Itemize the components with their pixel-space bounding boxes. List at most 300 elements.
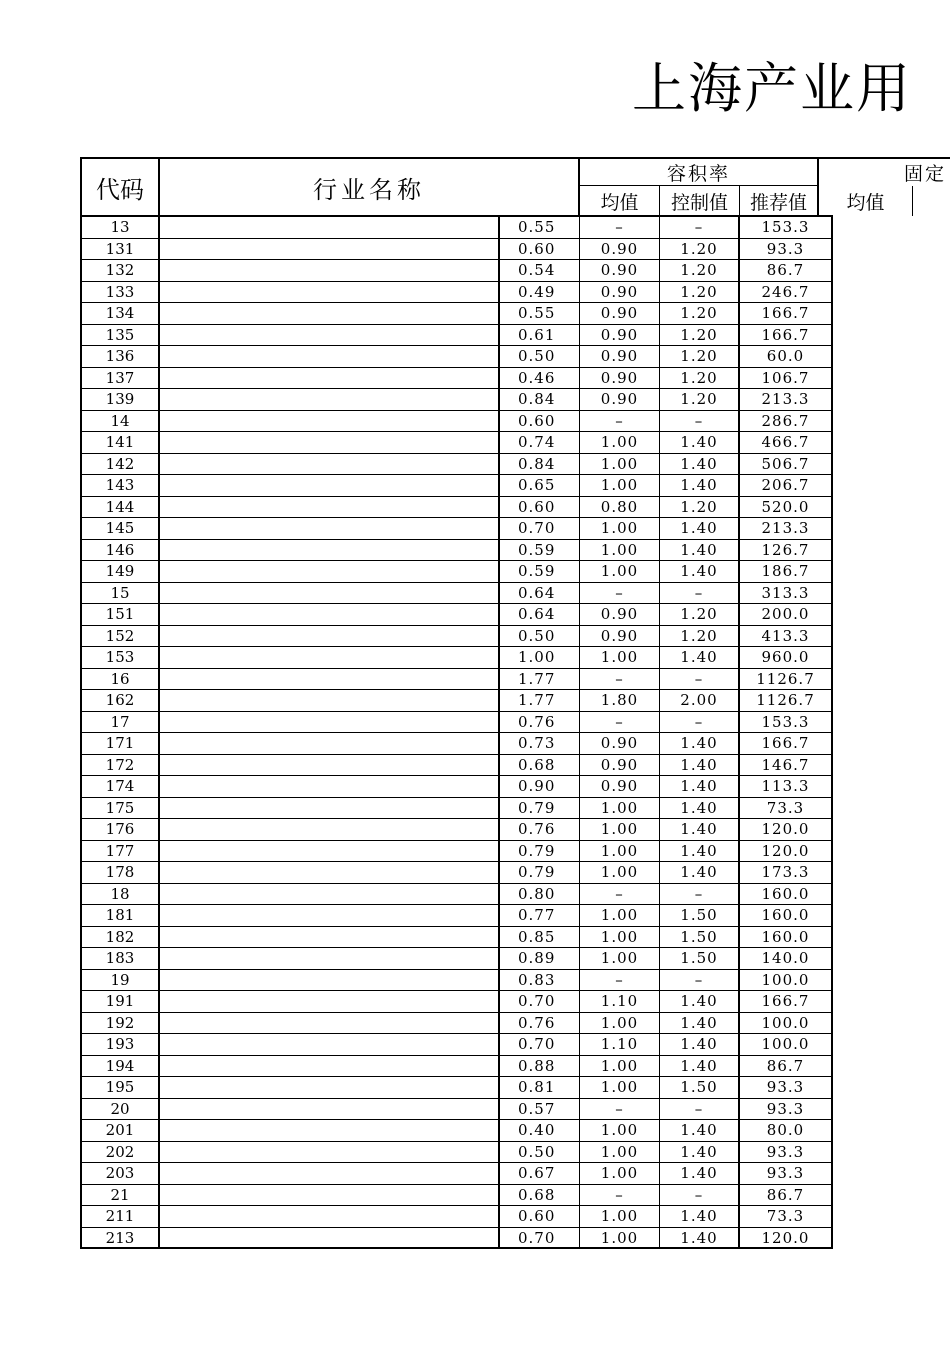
cell-far-average[interactable]: 0.84 xyxy=(500,454,580,475)
cell-far-recommended[interactable]: 1.20 xyxy=(660,325,740,346)
cell-far-control[interactable]: 0.90 xyxy=(580,368,660,389)
cell-far-control[interactable]: 0.90 xyxy=(580,604,660,625)
cell-code[interactable]: 142 xyxy=(82,454,160,475)
cell-far-recommended[interactable]: 1.40 xyxy=(660,1013,740,1034)
cell-fixed-average[interactable]: 73.3 xyxy=(740,798,833,819)
cell-far-average[interactable]: 0.50 xyxy=(500,1142,580,1163)
cell-code[interactable]: 211 xyxy=(82,1206,160,1227)
cell-code[interactable]: 145 xyxy=(82,518,160,539)
cell-industry-name[interactable] xyxy=(160,1120,500,1141)
cell-far-average[interactable]: 0.73 xyxy=(500,733,580,754)
cell-far-average[interactable]: 0.79 xyxy=(500,841,580,862)
cell-fixed-average[interactable]: 206.7 xyxy=(740,475,833,496)
cell-code[interactable]: 151 xyxy=(82,604,160,625)
cell-fixed-average[interactable]: 120.0 xyxy=(740,819,833,840)
cell-code[interactable]: 137 xyxy=(82,368,160,389)
table-row xyxy=(82,518,833,540)
cell-far-average[interactable]: 0.76 xyxy=(500,819,580,840)
cell-code[interactable]: 203 xyxy=(82,1163,160,1184)
cell-far-control[interactable]: 1.00 xyxy=(580,1013,660,1034)
cell-far-average[interactable]: 0.76 xyxy=(500,712,580,733)
table-body xyxy=(80,215,833,1249)
cell-far-control[interactable]: 1.10 xyxy=(580,1034,660,1055)
cell-far-recommended[interactable]: 2.00 xyxy=(660,690,740,711)
cell-industry-name[interactable] xyxy=(160,303,500,324)
cell-far-control[interactable]: 1.00 xyxy=(580,948,660,969)
cell-fixed-average[interactable]: 186.7 xyxy=(740,561,833,582)
cell-industry-name[interactable] xyxy=(160,325,500,346)
cell-code[interactable]: 195 xyxy=(82,1077,160,1098)
cell-fixed-average[interactable]: 160.0 xyxy=(740,927,833,948)
cell-industry-name[interactable] xyxy=(160,798,500,819)
cell-far-control[interactable]: 1.00 xyxy=(580,819,660,840)
table-row xyxy=(82,1034,833,1056)
cell-code[interactable]: 178 xyxy=(82,862,160,883)
cell-far-control[interactable]: 1.00 xyxy=(580,927,660,948)
cell-code[interactable]: 18 xyxy=(82,884,160,905)
cell-code[interactable]: 201 xyxy=(82,1120,160,1141)
cell-code[interactable]: 194 xyxy=(82,1056,160,1077)
cell-fixed-average[interactable]: 246.7 xyxy=(740,282,833,303)
cell-far-average[interactable]: 0.70 xyxy=(500,1034,580,1055)
cell-code[interactable]: 133 xyxy=(82,282,160,303)
cell-code[interactable]: 172 xyxy=(82,755,160,776)
cell-far-average[interactable]: 0.79 xyxy=(500,862,580,883)
cell-industry-name[interactable] xyxy=(160,432,500,453)
cell-far-control[interactable]: 1.00 xyxy=(580,1163,660,1184)
cell-far-recommended[interactable]: 1.50 xyxy=(660,905,740,926)
cell-far-recommended[interactable]: 1.40 xyxy=(660,776,740,797)
cell-industry-name[interactable] xyxy=(160,475,500,496)
cell-industry-name[interactable] xyxy=(160,755,500,776)
cell-far-average[interactable]: 0.49 xyxy=(500,282,580,303)
cell-code[interactable]: 136 xyxy=(82,346,160,367)
cell-far-recommended[interactable]: 1.40 xyxy=(660,561,740,582)
cell-industry-name[interactable] xyxy=(160,1077,500,1098)
cell-code[interactable]: 15 xyxy=(82,583,160,604)
cell-code[interactable]: 202 xyxy=(82,1142,160,1163)
cell-fixed-average[interactable]: 166.7 xyxy=(740,733,833,754)
cell-far-average[interactable]: 0.50 xyxy=(500,626,580,647)
cell-far-average[interactable]: 0.81 xyxy=(500,1077,580,1098)
cell-far-average[interactable]: 0.60 xyxy=(500,1206,580,1227)
cell-industry-name[interactable] xyxy=(160,583,500,604)
cell-far-recommended[interactable]: – xyxy=(660,583,740,604)
cell-far-control[interactable]: – xyxy=(580,669,660,690)
cell-industry-name[interactable] xyxy=(160,389,500,410)
cell-industry-name[interactable] xyxy=(160,454,500,475)
cell-far-average[interactable]: 0.77 xyxy=(500,905,580,926)
cell-code[interactable]: 19 xyxy=(82,970,160,991)
cell-far-control[interactable]: 0.90 xyxy=(580,626,660,647)
cell-far-recommended[interactable]: 1.50 xyxy=(660,948,740,969)
cell-far-average[interactable]: 0.60 xyxy=(500,411,580,432)
cell-far-recommended[interactable]: 1.20 xyxy=(660,346,740,367)
cell-far-average[interactable]: 0.54 xyxy=(500,260,580,281)
cell-fixed-average[interactable]: 160.0 xyxy=(740,905,833,926)
cell-far-average[interactable]: 0.59 xyxy=(500,540,580,561)
table-header xyxy=(80,157,950,215)
cell-code[interactable]: 213 xyxy=(82,1228,160,1248)
cell-far-recommended[interactable]: 1.50 xyxy=(660,1077,740,1098)
cell-industry-name[interactable] xyxy=(160,239,500,260)
cell-fixed-average[interactable]: 106.7 xyxy=(740,368,833,389)
cell-fixed-average[interactable]: 86.7 xyxy=(740,1056,833,1077)
cell-far-average[interactable]: 0.70 xyxy=(500,518,580,539)
cell-code[interactable]: 193 xyxy=(82,1034,160,1055)
cell-code[interactable]: 139 xyxy=(82,389,160,410)
cell-far-control[interactable]: 0.90 xyxy=(580,282,660,303)
cell-fixed-average[interactable]: 166.7 xyxy=(740,991,833,1012)
cell-industry-name[interactable] xyxy=(160,819,500,840)
cell-far-recommended[interactable]: 1.40 xyxy=(660,518,740,539)
cell-far-control[interactable]: 1.00 xyxy=(580,475,660,496)
header-floor-area-ratio: 容积率 xyxy=(580,157,819,186)
cell-code[interactable]: 134 xyxy=(82,303,160,324)
cell-fixed-average[interactable]: 960.0 xyxy=(740,647,833,668)
cell-fixed-average[interactable]: 520.0 xyxy=(740,497,833,518)
cell-industry-name[interactable] xyxy=(160,1099,500,1120)
cell-fixed-average[interactable]: 213.3 xyxy=(740,389,833,410)
cell-far-control[interactable]: 1.80 xyxy=(580,690,660,711)
cell-far-average[interactable]: 0.57 xyxy=(500,1099,580,1120)
cell-far-average[interactable]: 0.60 xyxy=(500,497,580,518)
cell-far-average[interactable]: 0.64 xyxy=(500,583,580,604)
cell-fixed-average[interactable]: 166.7 xyxy=(740,303,833,324)
cell-far-average[interactable]: 0.70 xyxy=(500,991,580,1012)
cell-code[interactable]: 176 xyxy=(82,819,160,840)
cell-far-recommended[interactable]: 1.20 xyxy=(660,604,740,625)
cell-fixed-average[interactable]: 140.0 xyxy=(740,948,833,969)
cell-fixed-average[interactable]: 200.0 xyxy=(740,604,833,625)
cell-industry-name[interactable] xyxy=(160,1013,500,1034)
cell-far-control[interactable]: 1.00 xyxy=(580,1206,660,1227)
cell-far-recommended[interactable]: – xyxy=(660,884,740,905)
cell-far-average[interactable]: 0.88 xyxy=(500,1056,580,1077)
cell-fixed-average[interactable]: 86.7 xyxy=(740,1185,833,1206)
cell-code[interactable]: 152 xyxy=(82,626,160,647)
cell-far-average[interactable]: 1.00 xyxy=(500,647,580,668)
cell-far-average[interactable]: 0.70 xyxy=(500,1228,580,1248)
cell-far-average[interactable]: 0.90 xyxy=(500,776,580,797)
cell-fixed-average[interactable]: 286.7 xyxy=(740,411,833,432)
cell-code[interactable]: 20 xyxy=(82,1099,160,1120)
cell-industry-name[interactable] xyxy=(160,217,500,238)
cell-far-average[interactable]: 0.55 xyxy=(500,303,580,324)
cell-far-control[interactable]: 1.00 xyxy=(580,1056,660,1077)
cell-far-control[interactable]: 1.00 xyxy=(580,1228,660,1248)
table-row xyxy=(82,862,833,884)
cell-far-recommended[interactable]: 1.50 xyxy=(660,927,740,948)
cell-fixed-average[interactable]: 100.0 xyxy=(740,1034,833,1055)
cell-code[interactable]: 132 xyxy=(82,260,160,281)
cell-far-control[interactable]: 1.00 xyxy=(580,905,660,926)
cell-far-recommended[interactable]: 1.20 xyxy=(660,239,740,260)
cell-far-recommended[interactable]: 1.40 xyxy=(660,819,740,840)
cell-industry-name[interactable] xyxy=(160,604,500,625)
cell-far-recommended[interactable]: – xyxy=(660,411,740,432)
cell-industry-name[interactable] xyxy=(160,1206,500,1227)
cell-fixed-average[interactable]: 160.0 xyxy=(740,884,833,905)
cell-industry-name[interactable] xyxy=(160,282,500,303)
cell-code[interactable]: 182 xyxy=(82,927,160,948)
cell-far-recommended[interactable]: 1.40 xyxy=(660,1206,740,1227)
cell-far-control[interactable]: 1.00 xyxy=(580,647,660,668)
cell-code[interactable]: 177 xyxy=(82,841,160,862)
cell-industry-name[interactable] xyxy=(160,1185,500,1206)
cell-code[interactable]: 153 xyxy=(82,647,160,668)
cell-fixed-average[interactable]: 173.3 xyxy=(740,862,833,883)
cell-fixed-average[interactable]: 86.7 xyxy=(740,260,833,281)
table-row xyxy=(82,841,833,863)
cell-industry-name[interactable] xyxy=(160,991,500,1012)
cell-code[interactable]: 181 xyxy=(82,905,160,926)
cell-far-average[interactable]: 0.46 xyxy=(500,368,580,389)
cell-fixed-average[interactable]: 93.3 xyxy=(740,1163,833,1184)
cell-far-control[interactable]: 1.00 xyxy=(580,454,660,475)
cell-far-average[interactable]: 0.83 xyxy=(500,970,580,991)
cell-fixed-average[interactable]: 166.7 xyxy=(740,325,833,346)
cell-far-control[interactable]: 1.00 xyxy=(580,561,660,582)
cell-far-recommended[interactable]: 1.40 xyxy=(660,733,740,754)
cell-code[interactable]: 146 xyxy=(82,540,160,561)
cell-far-recommended[interactable]: 1.20 xyxy=(660,260,740,281)
cell-code[interactable]: 16 xyxy=(82,669,160,690)
cell-fixed-average[interactable]: 146.7 xyxy=(740,755,833,776)
cell-fixed-average[interactable]: 506.7 xyxy=(740,454,833,475)
cell-far-recommended[interactable]: 1.40 xyxy=(660,755,740,776)
table-row xyxy=(82,755,833,777)
cell-far-average[interactable]: 0.64 xyxy=(500,604,580,625)
cell-far-control[interactable]: – xyxy=(580,217,660,238)
cell-far-control[interactable]: 0.80 xyxy=(580,497,660,518)
cell-far-average[interactable]: 0.60 xyxy=(500,239,580,260)
cell-industry-name[interactable] xyxy=(160,1034,500,1055)
cell-far-recommended[interactable]: 1.20 xyxy=(660,389,740,410)
cell-far-control[interactable]: 0.90 xyxy=(580,389,660,410)
cell-fixed-average[interactable]: 153.3 xyxy=(740,217,833,238)
cell-far-recommended[interactable]: – xyxy=(660,669,740,690)
cell-far-control[interactable]: 1.00 xyxy=(580,798,660,819)
cell-code[interactable]: 17 xyxy=(82,712,160,733)
cell-fixed-average[interactable]: 1126.7 xyxy=(740,690,833,711)
cell-industry-name[interactable] xyxy=(160,862,500,883)
cell-fixed-average[interactable]: 120.0 xyxy=(740,1228,833,1248)
cell-industry-name[interactable] xyxy=(160,712,500,733)
cell-code[interactable]: 131 xyxy=(82,239,160,260)
cell-far-recommended[interactable]: 1.20 xyxy=(660,626,740,647)
table-row xyxy=(82,798,833,820)
cell-far-average[interactable]: 0.68 xyxy=(500,755,580,776)
cell-far-control[interactable]: 1.00 xyxy=(580,432,660,453)
cell-far-control[interactable]: 0.90 xyxy=(580,755,660,776)
cell-far-control[interactable]: – xyxy=(580,712,660,733)
cell-far-recommended[interactable]: 1.20 xyxy=(660,303,740,324)
table-row xyxy=(82,1056,833,1078)
cell-far-recommended[interactable]: – xyxy=(660,1099,740,1120)
cell-far-average[interactable]: 0.65 xyxy=(500,475,580,496)
cell-code[interactable]: 14 xyxy=(82,411,160,432)
cell-industry-name[interactable] xyxy=(160,927,500,948)
cell-far-control[interactable]: – xyxy=(580,970,660,991)
cell-industry-name[interactable] xyxy=(160,260,500,281)
cell-far-recommended[interactable]: 1.20 xyxy=(660,282,740,303)
cell-far-control[interactable]: 1.00 xyxy=(580,1142,660,1163)
cell-fixed-average[interactable]: 80.0 xyxy=(740,1120,833,1141)
cell-industry-name[interactable] xyxy=(160,905,500,926)
cell-far-recommended[interactable]: 1.40 xyxy=(660,841,740,862)
cell-fixed-average[interactable]: 113.3 xyxy=(740,776,833,797)
cell-far-recommended[interactable]: – xyxy=(660,217,740,238)
cell-far-control[interactable]: 0.90 xyxy=(580,346,660,367)
cell-industry-name[interactable] xyxy=(160,411,500,432)
cell-far-recommended[interactable]: 1.40 xyxy=(660,1034,740,1055)
cell-industry-name[interactable] xyxy=(160,1228,500,1248)
cell-far-recommended[interactable]: 1.40 xyxy=(660,1228,740,1248)
cell-far-recommended[interactable]: 1.40 xyxy=(660,1056,740,1077)
cell-industry-name[interactable] xyxy=(160,884,500,905)
cell-fixed-average[interactable]: 126.7 xyxy=(740,540,833,561)
table-row xyxy=(82,368,833,390)
cell-far-average[interactable]: 0.79 xyxy=(500,798,580,819)
cell-far-recommended[interactable]: – xyxy=(660,1185,740,1206)
cell-fixed-average[interactable]: 73.3 xyxy=(740,1206,833,1227)
cell-code[interactable]: 183 xyxy=(82,948,160,969)
cell-industry-name[interactable] xyxy=(160,346,500,367)
cell-fixed-average[interactable]: 100.0 xyxy=(740,1013,833,1034)
cell-far-recommended[interactable]: 1.40 xyxy=(660,475,740,496)
cell-industry-name[interactable] xyxy=(160,1163,500,1184)
cell-far-control[interactable]: 0.90 xyxy=(580,733,660,754)
cell-far-control[interactable]: 1.00 xyxy=(580,862,660,883)
cell-industry-name[interactable] xyxy=(160,368,500,389)
cell-code[interactable]: 171 xyxy=(82,733,160,754)
cell-far-recommended[interactable]: 1.40 xyxy=(660,991,740,1012)
cell-industry-name[interactable] xyxy=(160,647,500,668)
cell-far-recommended[interactable]: 1.40 xyxy=(660,1163,740,1184)
cell-far-control[interactable]: 1.00 xyxy=(580,841,660,862)
cell-far-average[interactable]: 0.84 xyxy=(500,389,580,410)
cell-fixed-average[interactable]: 213.3 xyxy=(740,518,833,539)
cell-fixed-average[interactable]: 413.3 xyxy=(740,626,833,647)
cell-code[interactable]: 141 xyxy=(82,432,160,453)
cell-far-average[interactable]: 0.68 xyxy=(500,1185,580,1206)
cell-industry-name[interactable] xyxy=(160,948,500,969)
cell-industry-name[interactable] xyxy=(160,690,500,711)
cell-code[interactable]: 174 xyxy=(82,776,160,797)
cell-industry-name[interactable] xyxy=(160,497,500,518)
cell-far-control[interactable]: 1.00 xyxy=(580,1077,660,1098)
cell-code[interactable]: 162 xyxy=(82,690,160,711)
cell-code[interactable]: 143 xyxy=(82,475,160,496)
cell-far-recommended[interactable]: – xyxy=(660,712,740,733)
cell-far-recommended[interactable]: 1.40 xyxy=(660,1120,740,1141)
cell-industry-name[interactable] xyxy=(160,561,500,582)
cell-far-control[interactable]: 1.00 xyxy=(580,540,660,561)
cell-far-control[interactable]: 0.90 xyxy=(580,239,660,260)
cell-far-average[interactable]: 1.77 xyxy=(500,690,580,711)
cell-industry-name[interactable] xyxy=(160,1056,500,1077)
cell-fixed-average[interactable]: 1126.7 xyxy=(740,669,833,690)
cell-far-recommended[interactable]: 1.40 xyxy=(660,432,740,453)
cell-far-recommended[interactable]: 1.40 xyxy=(660,862,740,883)
cell-code[interactable]: 13 xyxy=(82,217,160,238)
cell-code[interactable]: 135 xyxy=(82,325,160,346)
cell-fixed-average[interactable]: 60.0 xyxy=(740,346,833,367)
cell-far-control[interactable]: 1.00 xyxy=(580,1120,660,1141)
cell-industry-name[interactable] xyxy=(160,776,500,797)
cell-industry-name[interactable] xyxy=(160,540,500,561)
cell-far-average[interactable]: 0.40 xyxy=(500,1120,580,1141)
cell-far-control[interactable]: – xyxy=(580,1099,660,1120)
cell-industry-name[interactable] xyxy=(160,626,500,647)
cell-far-recommended[interactable]: 1.40 xyxy=(660,454,740,475)
cell-industry-name[interactable] xyxy=(160,733,500,754)
cell-far-control[interactable]: 1.10 xyxy=(580,991,660,1012)
cell-far-control[interactable]: – xyxy=(580,411,660,432)
cell-industry-name[interactable] xyxy=(160,1142,500,1163)
cell-far-recommended[interactable]: 1.40 xyxy=(660,647,740,668)
cell-industry-name[interactable] xyxy=(160,518,500,539)
cell-far-recommended[interactable]: 1.40 xyxy=(660,540,740,561)
cell-fixed-average[interactable]: 93.3 xyxy=(740,239,833,260)
cell-fixed-average[interactable]: 313.3 xyxy=(740,583,833,604)
cell-far-average[interactable]: 0.74 xyxy=(500,432,580,453)
cell-fixed-average[interactable]: 93.3 xyxy=(740,1099,833,1120)
cell-code[interactable]: 144 xyxy=(82,497,160,518)
cell-far-control[interactable]: – xyxy=(580,1185,660,1206)
cell-code[interactable]: 149 xyxy=(82,561,160,582)
cell-far-control[interactable]: 0.90 xyxy=(580,303,660,324)
cell-far-average[interactable]: 0.50 xyxy=(500,346,580,367)
cell-far-recommended[interactable]: 1.40 xyxy=(660,1142,740,1163)
cell-far-recommended[interactable]: 1.40 xyxy=(660,798,740,819)
cell-far-average[interactable]: 0.61 xyxy=(500,325,580,346)
cell-code[interactable]: 192 xyxy=(82,1013,160,1034)
cell-code[interactable]: 191 xyxy=(82,991,160,1012)
cell-fixed-average[interactable]: 93.3 xyxy=(740,1142,833,1163)
cell-far-average[interactable]: 0.85 xyxy=(500,927,580,948)
cell-code[interactable]: 175 xyxy=(82,798,160,819)
cell-far-average[interactable]: 0.67 xyxy=(500,1163,580,1184)
cell-industry-name[interactable] xyxy=(160,841,500,862)
cell-far-recommended[interactable]: 1.20 xyxy=(660,368,740,389)
cell-fixed-average[interactable]: 153.3 xyxy=(740,712,833,733)
cell-far-control[interactable]: 1.00 xyxy=(580,518,660,539)
cell-industry-name[interactable] xyxy=(160,669,500,690)
cell-far-recommended[interactable]: 1.20 xyxy=(660,497,740,518)
cell-far-average[interactable]: 0.89 xyxy=(500,948,580,969)
cell-far-recommended[interactable]: – xyxy=(660,970,740,991)
cell-far-average[interactable]: 0.55 xyxy=(500,217,580,238)
cell-far-control[interactable]: 0.90 xyxy=(580,260,660,281)
cell-far-control[interactable]: 0.90 xyxy=(580,776,660,797)
cell-fixed-average[interactable]: 93.3 xyxy=(740,1077,833,1098)
cell-far-average[interactable]: 0.80 xyxy=(500,884,580,905)
cell-far-average[interactable]: 0.76 xyxy=(500,1013,580,1034)
table-row xyxy=(82,454,833,476)
cell-industry-name[interactable] xyxy=(160,970,500,991)
cell-code[interactable]: 21 xyxy=(82,1185,160,1206)
cell-far-control[interactable]: – xyxy=(580,583,660,604)
cell-far-control[interactable]: – xyxy=(580,884,660,905)
cell-far-average[interactable]: 0.59 xyxy=(500,561,580,582)
cell-fixed-average[interactable]: 100.0 xyxy=(740,970,833,991)
cell-fixed-average[interactable]: 120.0 xyxy=(740,841,833,862)
cell-far-control[interactable]: 0.90 xyxy=(580,325,660,346)
cell-fixed-average[interactable]: 466.7 xyxy=(740,432,833,453)
cell-far-average[interactable]: 1.77 xyxy=(500,669,580,690)
